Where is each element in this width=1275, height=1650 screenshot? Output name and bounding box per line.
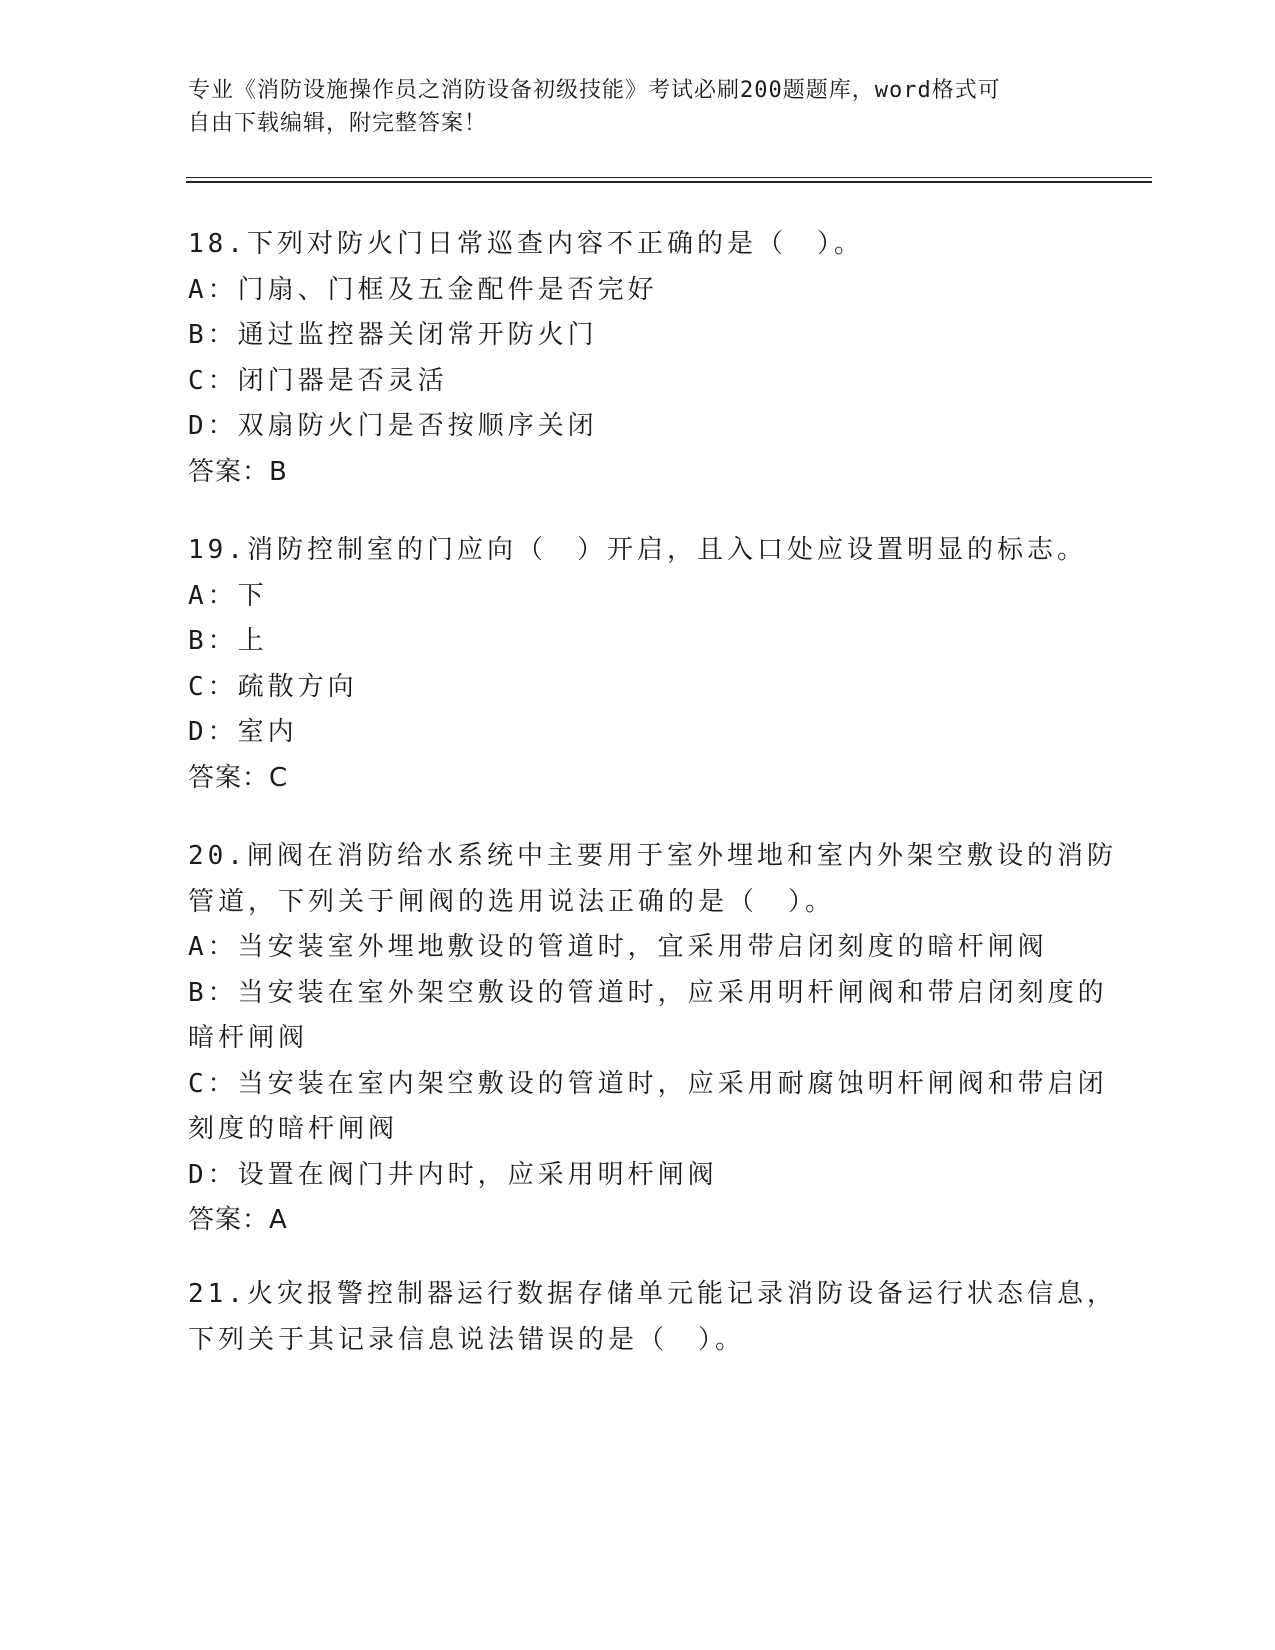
question-stem: 管道，下列关于闸阀的选用说法正确的是（ ）。 [188,886,836,917]
option-b: B：通过监控器关闭常开防火门 [188,320,598,350]
option-b: B：当安装在室外架空敷设的管道时，应采用明杆闸阀和带启闭刻度的 [188,977,1108,1008]
answer-label: 答案：C [188,762,289,793]
header-divider-thick [186,181,1152,183]
question-19 [188,528,1088,801]
option-b: B：上 [188,626,268,656]
option-a: A：下 [188,580,268,611]
option-b: 暗杆闸阀 [188,1023,309,1053]
header-line: 自由下载编辑，附完整答案！ [188,111,488,136]
option-c: 刻度的暗杆闸阀 [188,1114,399,1144]
header-divider [186,177,1152,178]
question-stem: 下列关于其记录信息说法错误的是（ ）。 [188,1324,746,1355]
option-c: C：闭门器是否灵活 [188,365,448,396]
answer-label: 答案：B [188,456,288,487]
header-line: 专业《消防设施操作员之消防设备初级技能》考试必刷200题题库，word格式可 [188,78,1001,103]
question-stem: 20.闸阀在消防给水系统中主要用于室外埋地和室内外架空敷设的消防 [188,841,1117,871]
option-a: A：当安装室外埋地敷设的管道时，宜采用带启闭刻度的暗杆闸阀 [188,932,1048,962]
option-d: D：设置在阀门井内时，应采用明杆闸阀 [188,1159,718,1190]
question-18 [188,222,1088,495]
option-d: D：双扇防火门是否按顺序关闭 [188,411,598,441]
document-header [188,74,1088,140]
question-21 [188,1272,1117,1363]
question-20 [188,834,1117,1244]
answer-label: 答案：A [188,1205,288,1235]
question-stem: 18.下列对防火门日常巡查内容不正确的是（ ）。 [188,229,864,259]
option-d: D：室内 [188,717,298,747]
option-c: C：当安装在室内架空敷设的管道时，应采用耐腐蚀明杆闸阀和带启闭 [188,1068,1108,1099]
option-c: C：疏散方向 [188,671,358,702]
option-a: A：门扇、门框及五金配件是否完好 [188,274,658,305]
question-stem: 21.火灾报警控制器运行数据存储单元能记录消防设备运行状态信息， [188,1279,1117,1309]
question-stem: 19.消防控制室的门应向（ ）开启，且入口处应设置明显的标志。 [188,535,1087,565]
